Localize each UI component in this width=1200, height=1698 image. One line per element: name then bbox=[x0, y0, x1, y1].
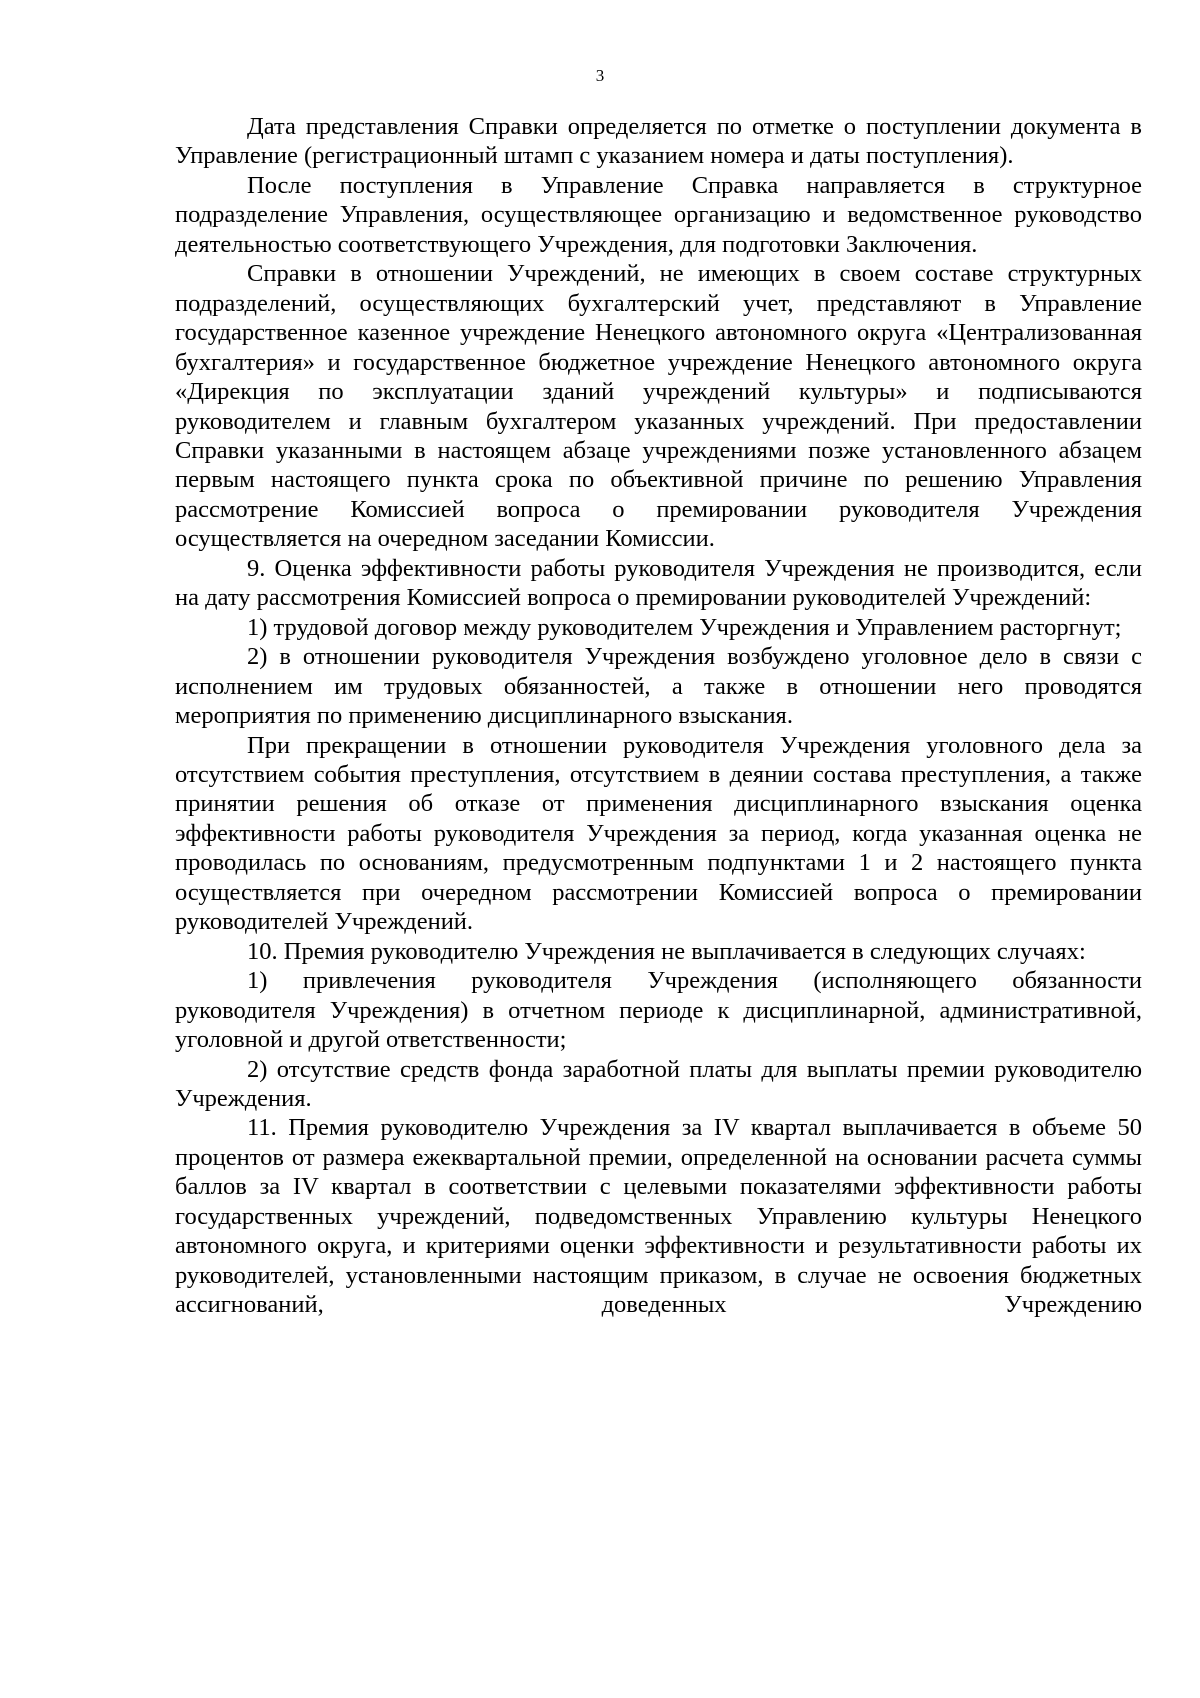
paragraph-termination-of-case: При прекращении в отношении руководителя Учреждения уголовного дела за отсутствием события преступления, отсутствием в деянии состава преступления, а также принятии решения об отказе от применения дисциплинарного взыскания оценка эффективности работы руководителя Учреждения за период, когда указанная оценка не проводилась по основаниям, предусмотренным подпунктами 1 и 2 настоящего пункта осуществляется при очередном рассмотрении Комиссией вопроса о премировании руководителей Учреждений. bbox=[175, 731, 1142, 936]
paragraph-item-9-sub-2: 2) в отношении руководителя Учреждения возбуждено уголовное дело в связи с исполнением им трудовых обязанностей, а также в отношении него проводятся мероприятия по применению дисциплинарного взыскания. bbox=[175, 643, 1142, 730]
document-body bbox=[175, 112, 1142, 1320]
paragraph-submission-date: Дата представления Справки определяется по отметке о поступлении документа в Управление (регистрационный штамп с указанием номера и даты поступления). bbox=[175, 113, 1142, 170]
paragraph-item-10-sub-1: 1) привлечения руководителя Учреждения (исполняющего обязанности руководителя Учреждения) в отчетном периоде к дисциплинарной, административной, уголовной и другой ответственности; bbox=[175, 967, 1142, 1054]
paragraph-item-10: 10. Премия руководителю Учреждения не выплачивается в следующих случаях: bbox=[247, 937, 1086, 965]
paragraph-certificates-without-accounting: Справки в отношении Учреждений, не имеющих в своем составе структурных подразделений, осуществляющих бухгалтерский учет, представляют в Управление государственное казенное учреждение Ненецкого автономного округа «Централизованная бухгалтерия» и государственное бюджетное учреждение Ненецкого автономного округа «Дирекция по эксплуатации зданий учреждений культуры» и подписываются руководителем и главным бухгалтером указанных учреждений. При предоставлении Справки указанными в настоящем абзаце учреждениями позже установленного абзацем первым настоящего пункта срока по объективной причине по решению Управления рассмотрение Комиссией вопроса о премировании руководителя Учреждения осуществляется на очередном заседании Комиссии. bbox=[175, 260, 1142, 553]
paragraph-item-9-sub-1: 1) трудовой договор между руководителем Учреждения и Управлением расторгнут; bbox=[247, 613, 1122, 641]
paragraph-item-10-sub-2: 2) отсутствие средств фонда заработной платы для выплаты премии руководителю Учреждения. bbox=[175, 1055, 1142, 1112]
paragraph-referral-to-division: После поступления в Управление Справка направляется в структурное подразделение Управления, осуществляющее организацию и ведомственное руководство деятельностью соответствующего Учреждения, для подготовки Заключения. bbox=[175, 171, 1142, 258]
paragraph-item-11: 11. Премия руководителю Учреждения за IV квартал выплачивается в объеме 50 процентов от размера ежеквартальной премии, определенной на основании расчета суммы баллов за IV квартал в соответствии с целевыми показателями эффективности работы государственных учреждений, подведомственных Управлению культуры Ненецкого автономного округа, и критериями оценки эффективности и результативности работы их руководителей, установленными настоящим приказом, в случае не освоения бюджетных ассигнований, доведенных Учреждению bbox=[175, 1114, 1142, 1319]
page-number: 3 bbox=[595, 66, 605, 85]
paragraph-item-9: 9. Оценка эффективности работы руководителя Учреждения не производится, если на дату рассмотрения Комиссией вопроса о премировании руководителей Учреждений: bbox=[175, 554, 1142, 612]
